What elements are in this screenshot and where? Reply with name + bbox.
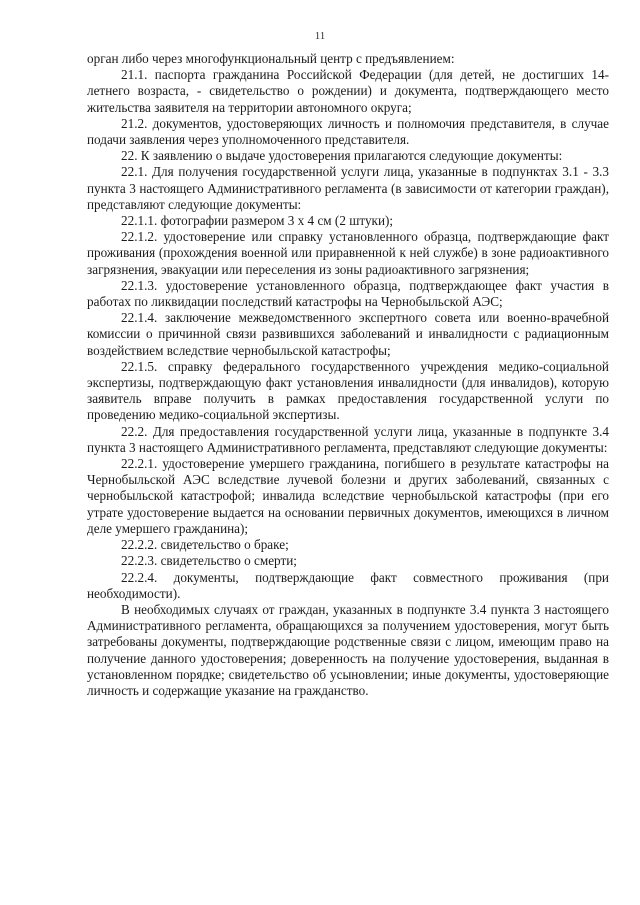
paragraph: орган либо через многофункциональный центр с предъявлением: bbox=[87, 51, 455, 66]
paragraph: 22.2. Для предоставления государственной услуги лица, указанные в подпункте 3.4 пункта 3 настоящего Административного регламента, представляют следующие документы: bbox=[87, 423, 609, 455]
paragraph: 22.1.4. заключение межведомственного экспертного совета или военно-врачебной комиссии о причинной связи развившихся заболеваний и инвалидности с радиационным воздействием вследствие чернобыльской катастрофы; bbox=[87, 310, 609, 358]
paragraph: 22. К заявлению о выдаче удостоверения прилагаются следующие документы: bbox=[121, 148, 563, 164]
paragraph: 21.2. документов, удостоверяющих личность и полномочия представителя, в случае подачи заявления через уполномоченного представителя. bbox=[87, 115, 609, 148]
document-body bbox=[87, 51, 609, 699]
paragraph: 22.1. Для получения государственной услуги лица, указанные в подпунктах 3.1 - 3.3 пункта 3 настоящего Административного регламента (в зависимости от категории граждан), представляют следующие документы: bbox=[87, 164, 609, 212]
paragraph: 22.1.5. справку федерального государственного учреждения медико-социальной экспертизы, подтверждающую факт установления инвалидности (для инвалидов), которую заявитель вправе получить в рамках предоставления государственной услуги по проведению медико-социальной экспертизы. bbox=[87, 358, 609, 423]
paragraph: 22.2.1. удостоверение умершего гражданина, погибшего в результате катастрофы на Чернобыльской АЭС вследствие лучевой болезни и других заболеваний, связанных с чернобыльской катастрофой; инвалида вследствие чернобыльской катастрофы (при его утрате удостоверение выдается на основании первичных документов, имеющихся в личном деле умершего гражданина); bbox=[87, 456, 609, 536]
paragraph: 22.2.2. свидетельство о браке; bbox=[121, 537, 289, 553]
paragraph: 22.2.3. свидетельство о смерти; bbox=[121, 553, 297, 569]
paragraph: 21.1. паспорта гражданина Российской Федерации (для детей, не достигших 14-летнего возраста, - свидетельство о рождении) и документа, подтверждающего место жительства заявителя на территории автономного округа; bbox=[87, 67, 609, 115]
paragraph: 22.1.1. фотографии размером 3 х 4 см (2 штуки); bbox=[121, 213, 394, 229]
paragraph: 22.1.3. удостоверение установленного образца, подтверждающее факт участия в работах по ликвидации последствий катастрофы на Чернобыльской АЭС; bbox=[87, 277, 609, 310]
paragraph: 22.1.2. удостоверение или справку установленного образца, подтверждающие факт проживания (прохождения военной или приравненной к ней службе) в зоне радиоактивного загрязнения, эвакуации или переселения из зоны радиоактивного загрязнения; bbox=[87, 229, 609, 277]
paragraph: 22.2.4. документы, подтверждающие факт совместного проживания (при необходимости). bbox=[87, 569, 609, 601]
page-number: 11 bbox=[314, 30, 326, 42]
paragraph: В необходимых случаях от граждан, указанных в подпункте 3.4 пункта 3 настоящего Административного регламента, обращающихся за получением удостоверения, могут быть затребованы документы, подтверждающие родственные связи с лицом, имеющим право на получение данного удостоверения; доверенность на получение удостоверения, выданная в установленном порядке; свидетельство об усыновлении; иные документы, удостоверяющие личность и содержащие указание на гражданство. bbox=[87, 601, 609, 698]
